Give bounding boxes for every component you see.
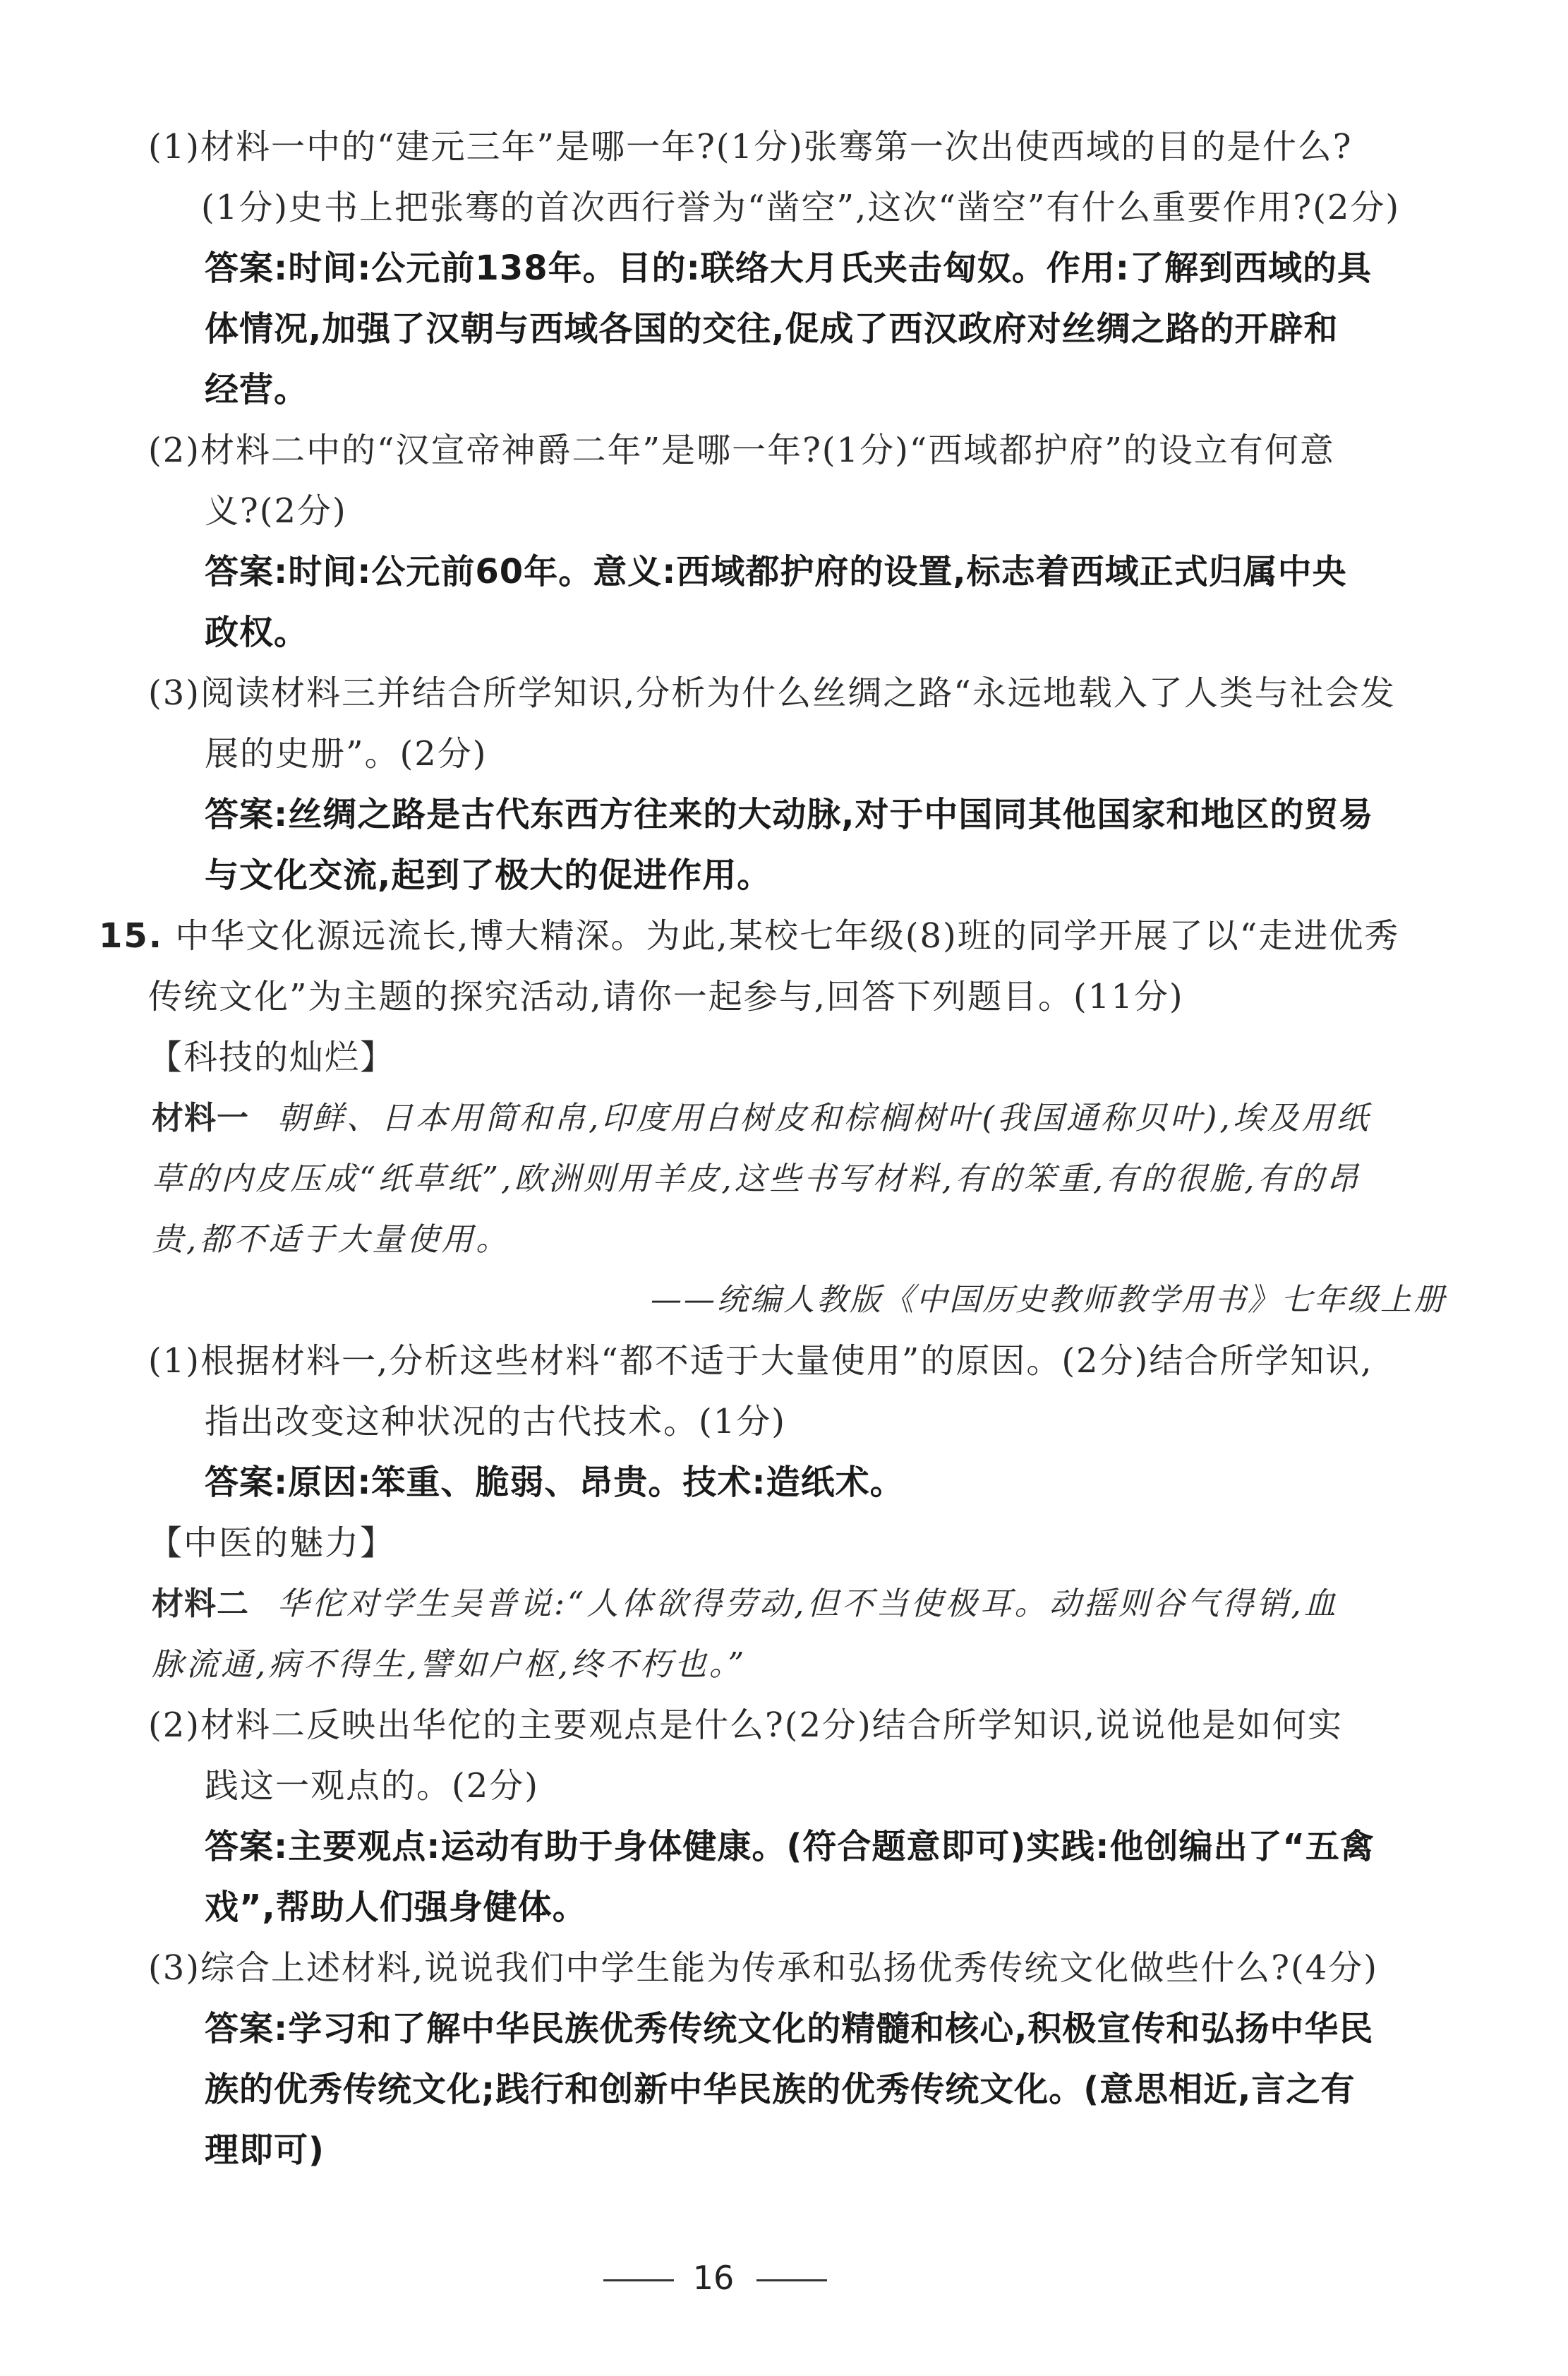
section-heading-technology: 【科技的灿烂】 xyxy=(148,1038,396,1077)
q14-3-text-line2: 展的史册”。(2分) xyxy=(205,734,488,774)
page-number: 16 xyxy=(692,2259,735,2297)
q15-3-answer-line2: 族的优秀传统文化;践行和创新中华民族的优秀传统文化。(意思相近,言之有 xyxy=(205,2070,1356,2109)
question-number: 15. xyxy=(99,916,164,956)
material-1-source: ——统编人教版《中国历史教师教学用书》七年级上册 xyxy=(651,1282,1447,1318)
footer-rule-left xyxy=(603,2279,674,2281)
q14-3-text-line1: (3)阅读材料三并结合所学知识,分析为什么丝绸之路“永远地载入了人类与社会发 xyxy=(148,673,1396,713)
q14-2-answer-line2: 政权。 xyxy=(205,613,309,652)
material-2-line2: 脉流通,病不得生,譬如户枢,终不朽也。” xyxy=(152,1645,747,1683)
q15-2-answer-line2: 戏”,帮助人们强身健体。 xyxy=(205,1888,587,1927)
q14-1-text-line2: (1分)史书上把张骞的首次西行誉为“凿空”,这次“凿空”有什么重要作用?(2分) xyxy=(201,188,1401,227)
q15-3-text: (3)综合上述材料,说说我们中学生能为传承和弘扬优秀传统文化做些什么?(4分) xyxy=(148,1948,1378,1988)
material-2-text: 华佗对学生吴普说:“人体欲得劳动,但不当使极耳。动摇则谷气得销,血 xyxy=(277,1585,1339,1622)
material-1-line3: 贵,都不适于大量使用。 xyxy=(152,1220,511,1258)
q14-3-answer-line1: 答案:丝绸之路是古代东西方往来的大动脉,对于中国同其他国家和地区的贸易 xyxy=(205,795,1374,834)
footer-rule-right xyxy=(756,2279,827,2281)
q14-2-text-line1: (2)材料二中的“汉宣帝神爵二年”是哪一年?(1分)“西域都护府”的设立有何意 xyxy=(148,431,1335,470)
q14-1-answer-line1: 答案:时间:公元前138年。目的:联络大月氏夹击匈奴。作用:了解到西域的具 xyxy=(205,248,1372,288)
q15-stem-line2: 传统文化”为主题的探究活动,请你一起参与,回答下列题目。(11分) xyxy=(148,977,1184,1016)
q15-1-answer: 答案:原因:笨重、脆弱、昂贵。技术:造纸术。 xyxy=(205,1463,905,1502)
q15-stem-text: 中华文化源远流长,博大精深。为此,某校七年级(8)班的同学开展了以“走进优秀 xyxy=(175,916,1400,956)
q15-2-text-line1: (2)材料二反映出华佗的主要观点是什么?(2分)结合所学知识,说说他是如何实 xyxy=(148,1705,1343,1745)
q15-3-answer-line3: 理即可) xyxy=(205,2130,325,2170)
material-1-line2: 草的内皮压成“纸草纸”,欧洲则用羊皮,这些书写材料,有的笨重,有的很脆,有的昂 xyxy=(152,1160,1361,1197)
q14-1-answer-line2: 体情况,加强了汉朝与西域各国的交往,促成了西汉政府对丝绸之路的开辟和 xyxy=(205,309,1339,349)
q15-2-answer-line1: 答案:主要观点:运动有助于身体健康。(符合题意即可)实践:他创编出了“五禽 xyxy=(205,1827,1375,1866)
material-1-line1 xyxy=(152,1097,1371,1139)
q15-3-answer-line1: 答案:学习和了解中华民族优秀传统文化的精髓和核心,积极宣传和弘扬中华民 xyxy=(205,2009,1374,2048)
q15-1-text-line2: 指出改变这种状况的古代技术。(1分) xyxy=(205,1402,786,1441)
q14-2-answer-line1: 答案:时间:公元前60年。意义:西域都护府的设置,标志着西域正式归属中央 xyxy=(205,552,1347,592)
q15-2-text-line2: 践这一观点的。(2分) xyxy=(205,1766,539,1806)
material-1-label: 材料一 xyxy=(152,1099,250,1136)
material-1-text: 朝鲜、日本用简和帛,印度用白树皮和棕榈树叶(我国通称贝叶),埃及用纸 xyxy=(277,1099,1371,1136)
q14-2-text-line2: 义?(2分) xyxy=(205,491,347,531)
material-2-label: 材料二 xyxy=(152,1585,250,1622)
q14-1-answer-line3: 经营。 xyxy=(205,370,309,409)
q15-1-text-line1: (1)根据材料一,分析这些材料“都不适于大量使用”的原因。(2分)结合所学知识, xyxy=(148,1341,1373,1381)
q14-1-text-line1: (1)材料一中的“建元三年”是哪一年?(1分)张骞第一次出使西域的目的是什么? xyxy=(148,127,1353,167)
q14-3-answer-line2: 与文化交流,起到了极大的促进作用。 xyxy=(205,856,772,895)
section-heading-medicine: 【中医的魅力】 xyxy=(148,1523,396,1563)
q15-stem-line1 xyxy=(99,915,1399,957)
material-2-line1 xyxy=(152,1583,1339,1625)
